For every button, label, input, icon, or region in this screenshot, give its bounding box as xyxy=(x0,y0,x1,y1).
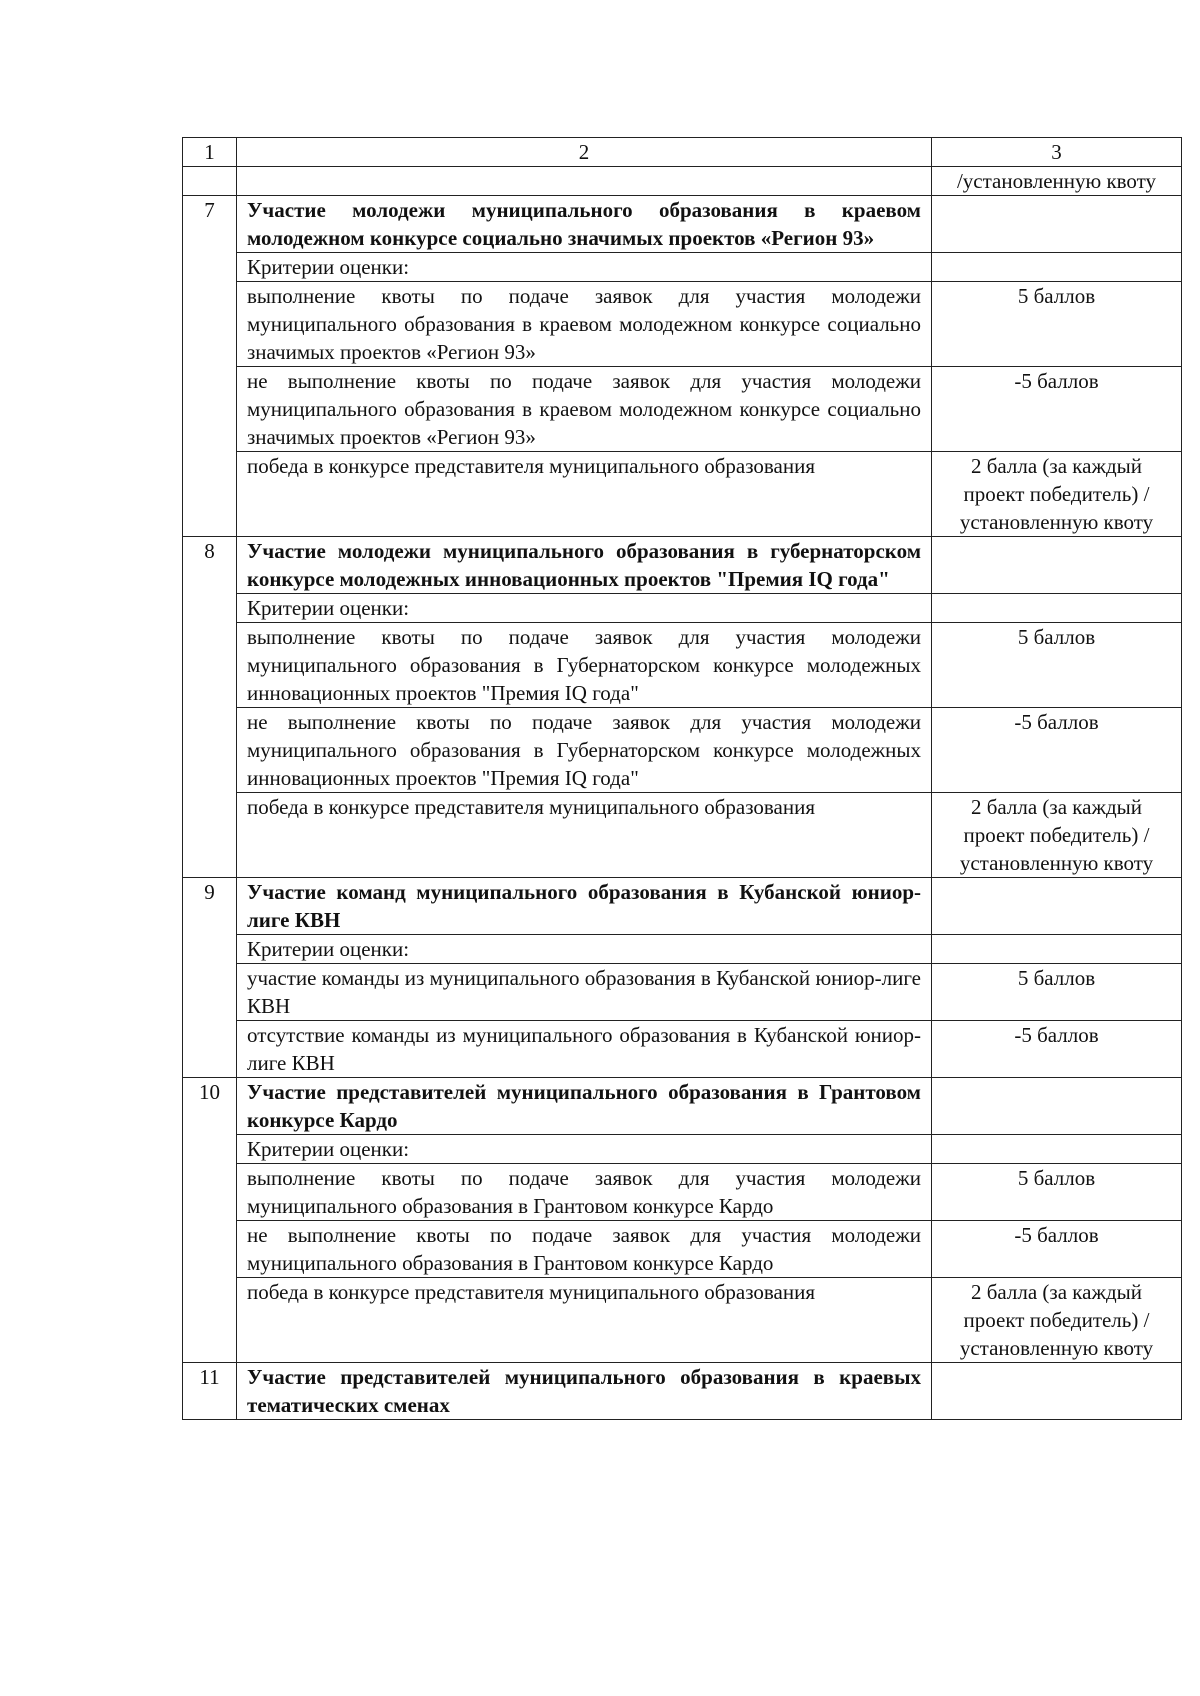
criterion-score: -5 баллов xyxy=(932,1021,1182,1078)
criterion-text: не выполнение квоты по подаче заявок для участия молодежи муниципального образования в краевом молодежном конкурсе социально значимых проектов «Регион 93» xyxy=(237,367,932,452)
section-title-score xyxy=(932,1078,1182,1135)
criterion-row xyxy=(183,708,1182,793)
section-title: Участие представителей муниципального образования в краевых тематических сменах xyxy=(237,1363,932,1420)
section-title-row xyxy=(183,537,1182,594)
criterion-text: победа в конкурсе представителя муниципального образования xyxy=(237,1278,932,1363)
criteria-label: Критерии оценки: xyxy=(237,1135,932,1164)
criterion-text: участие команды из муниципального образования в Кубанской юниор-лиге КВН xyxy=(237,964,932,1021)
table-body xyxy=(183,138,1182,1420)
section-title-score xyxy=(932,196,1182,253)
section-title-score xyxy=(932,537,1182,594)
section-title: Участие команд муниципального образования в Кубанской юниор-лиге КВН xyxy=(237,878,932,935)
criteria-row xyxy=(183,1135,1182,1164)
criterion-score: 5 баллов xyxy=(932,282,1182,367)
criteria-label: Критерии оценки: xyxy=(237,935,932,964)
carry-over-number xyxy=(183,167,237,196)
section-title: Участие молодежи муниципального образования в губернаторском конкурсе молодежных инновационных проектов "Премия IQ года" xyxy=(237,537,932,594)
header-col-2: 2 xyxy=(237,138,932,167)
criterion-score: 5 баллов xyxy=(932,1164,1182,1221)
section-title-row xyxy=(183,878,1182,935)
criterion-row xyxy=(183,1164,1182,1221)
section-number: 11 xyxy=(183,1363,237,1420)
criteria-row xyxy=(183,253,1182,282)
section-number: 9 xyxy=(183,878,237,1078)
criterion-row xyxy=(183,623,1182,708)
criterion-text: победа в конкурсе представителя муниципального образования xyxy=(237,452,932,537)
criteria-score xyxy=(932,935,1182,964)
criterion-score: -5 баллов xyxy=(932,1221,1182,1278)
criterion-row xyxy=(183,1221,1182,1278)
section-number: 7 xyxy=(183,196,237,537)
criterion-score: 2 балла (за каждый проект победитель) /установленную квоту xyxy=(932,793,1182,878)
criterion-row xyxy=(183,367,1182,452)
criteria-label: Критерии оценки: xyxy=(237,253,932,282)
header-col-3: 3 xyxy=(932,138,1182,167)
criteria-score xyxy=(932,594,1182,623)
section-title: Участие молодежи муниципального образования в краевом молодежном конкурсе социально значимых проектов «Регион 93» xyxy=(237,196,932,253)
criterion-text: не выполнение квоты по подаче заявок для участия молодежи муниципального образования в Грантовом конкурсе Кардо xyxy=(237,1221,932,1278)
criterion-row xyxy=(183,793,1182,878)
criteria-table xyxy=(182,137,1182,1420)
carry-over-row xyxy=(183,167,1182,196)
criteria-label: Критерии оценки: xyxy=(237,594,932,623)
criterion-row xyxy=(183,282,1182,367)
criterion-row xyxy=(183,1021,1182,1078)
section-title: Участие представителей муниципального образования в Грантовом конкурсе Кардо xyxy=(237,1078,932,1135)
criterion-text: отсутствие команды из муниципального образования в Кубанской юниор-лиге КВН xyxy=(237,1021,932,1078)
criterion-text: выполнение квоты по подаче заявок для участия молодежи муниципального образования в краевом молодежном конкурсе социально значимых проектов «Регион 93» xyxy=(237,282,932,367)
criterion-text: победа в конкурсе представителя муниципального образования xyxy=(237,793,932,878)
carry-over-text xyxy=(237,167,932,196)
criterion-text: выполнение квоты по подаче заявок для участия молодежи муниципального образования в Грантовом конкурсе Кардо xyxy=(237,1164,932,1221)
criterion-text: выполнение квоты по подаче заявок для участия молодежи муниципального образования в Губернаторском конкурсе молодежных инновационных проектов "Премия IQ года" xyxy=(237,623,932,708)
criteria-score xyxy=(932,1135,1182,1164)
criterion-text: не выполнение квоты по подаче заявок для участия молодежи муниципального образования в Губернаторском конкурсе молодежных инновационных проектов "Премия IQ года" xyxy=(237,708,932,793)
criteria-row xyxy=(183,935,1182,964)
section-title-score xyxy=(932,1363,1182,1420)
section-title-score xyxy=(932,878,1182,935)
criterion-score: -5 баллов xyxy=(932,708,1182,793)
criterion-row xyxy=(183,964,1182,1021)
criterion-row xyxy=(183,452,1182,537)
criterion-score: -5 баллов xyxy=(932,367,1182,452)
header-col-1: 1 xyxy=(183,138,237,167)
header-row xyxy=(183,138,1182,167)
section-number: 8 xyxy=(183,537,237,878)
criteria-row xyxy=(183,594,1182,623)
carry-over-score: /установленную квоту xyxy=(932,167,1182,196)
section-title-row xyxy=(183,196,1182,253)
section-title-row xyxy=(183,1363,1182,1420)
criterion-score: 2 балла (за каждый проект победитель) /установленную квоту xyxy=(932,452,1182,537)
criteria-score xyxy=(932,253,1182,282)
section-title-row xyxy=(183,1078,1182,1135)
criterion-score: 5 баллов xyxy=(932,964,1182,1021)
criterion-score: 2 балла (за каждый проект победитель) /установленную квоту xyxy=(932,1278,1182,1363)
criterion-row xyxy=(183,1278,1182,1363)
criterion-score: 5 баллов xyxy=(932,623,1182,708)
section-number: 10 xyxy=(183,1078,237,1363)
